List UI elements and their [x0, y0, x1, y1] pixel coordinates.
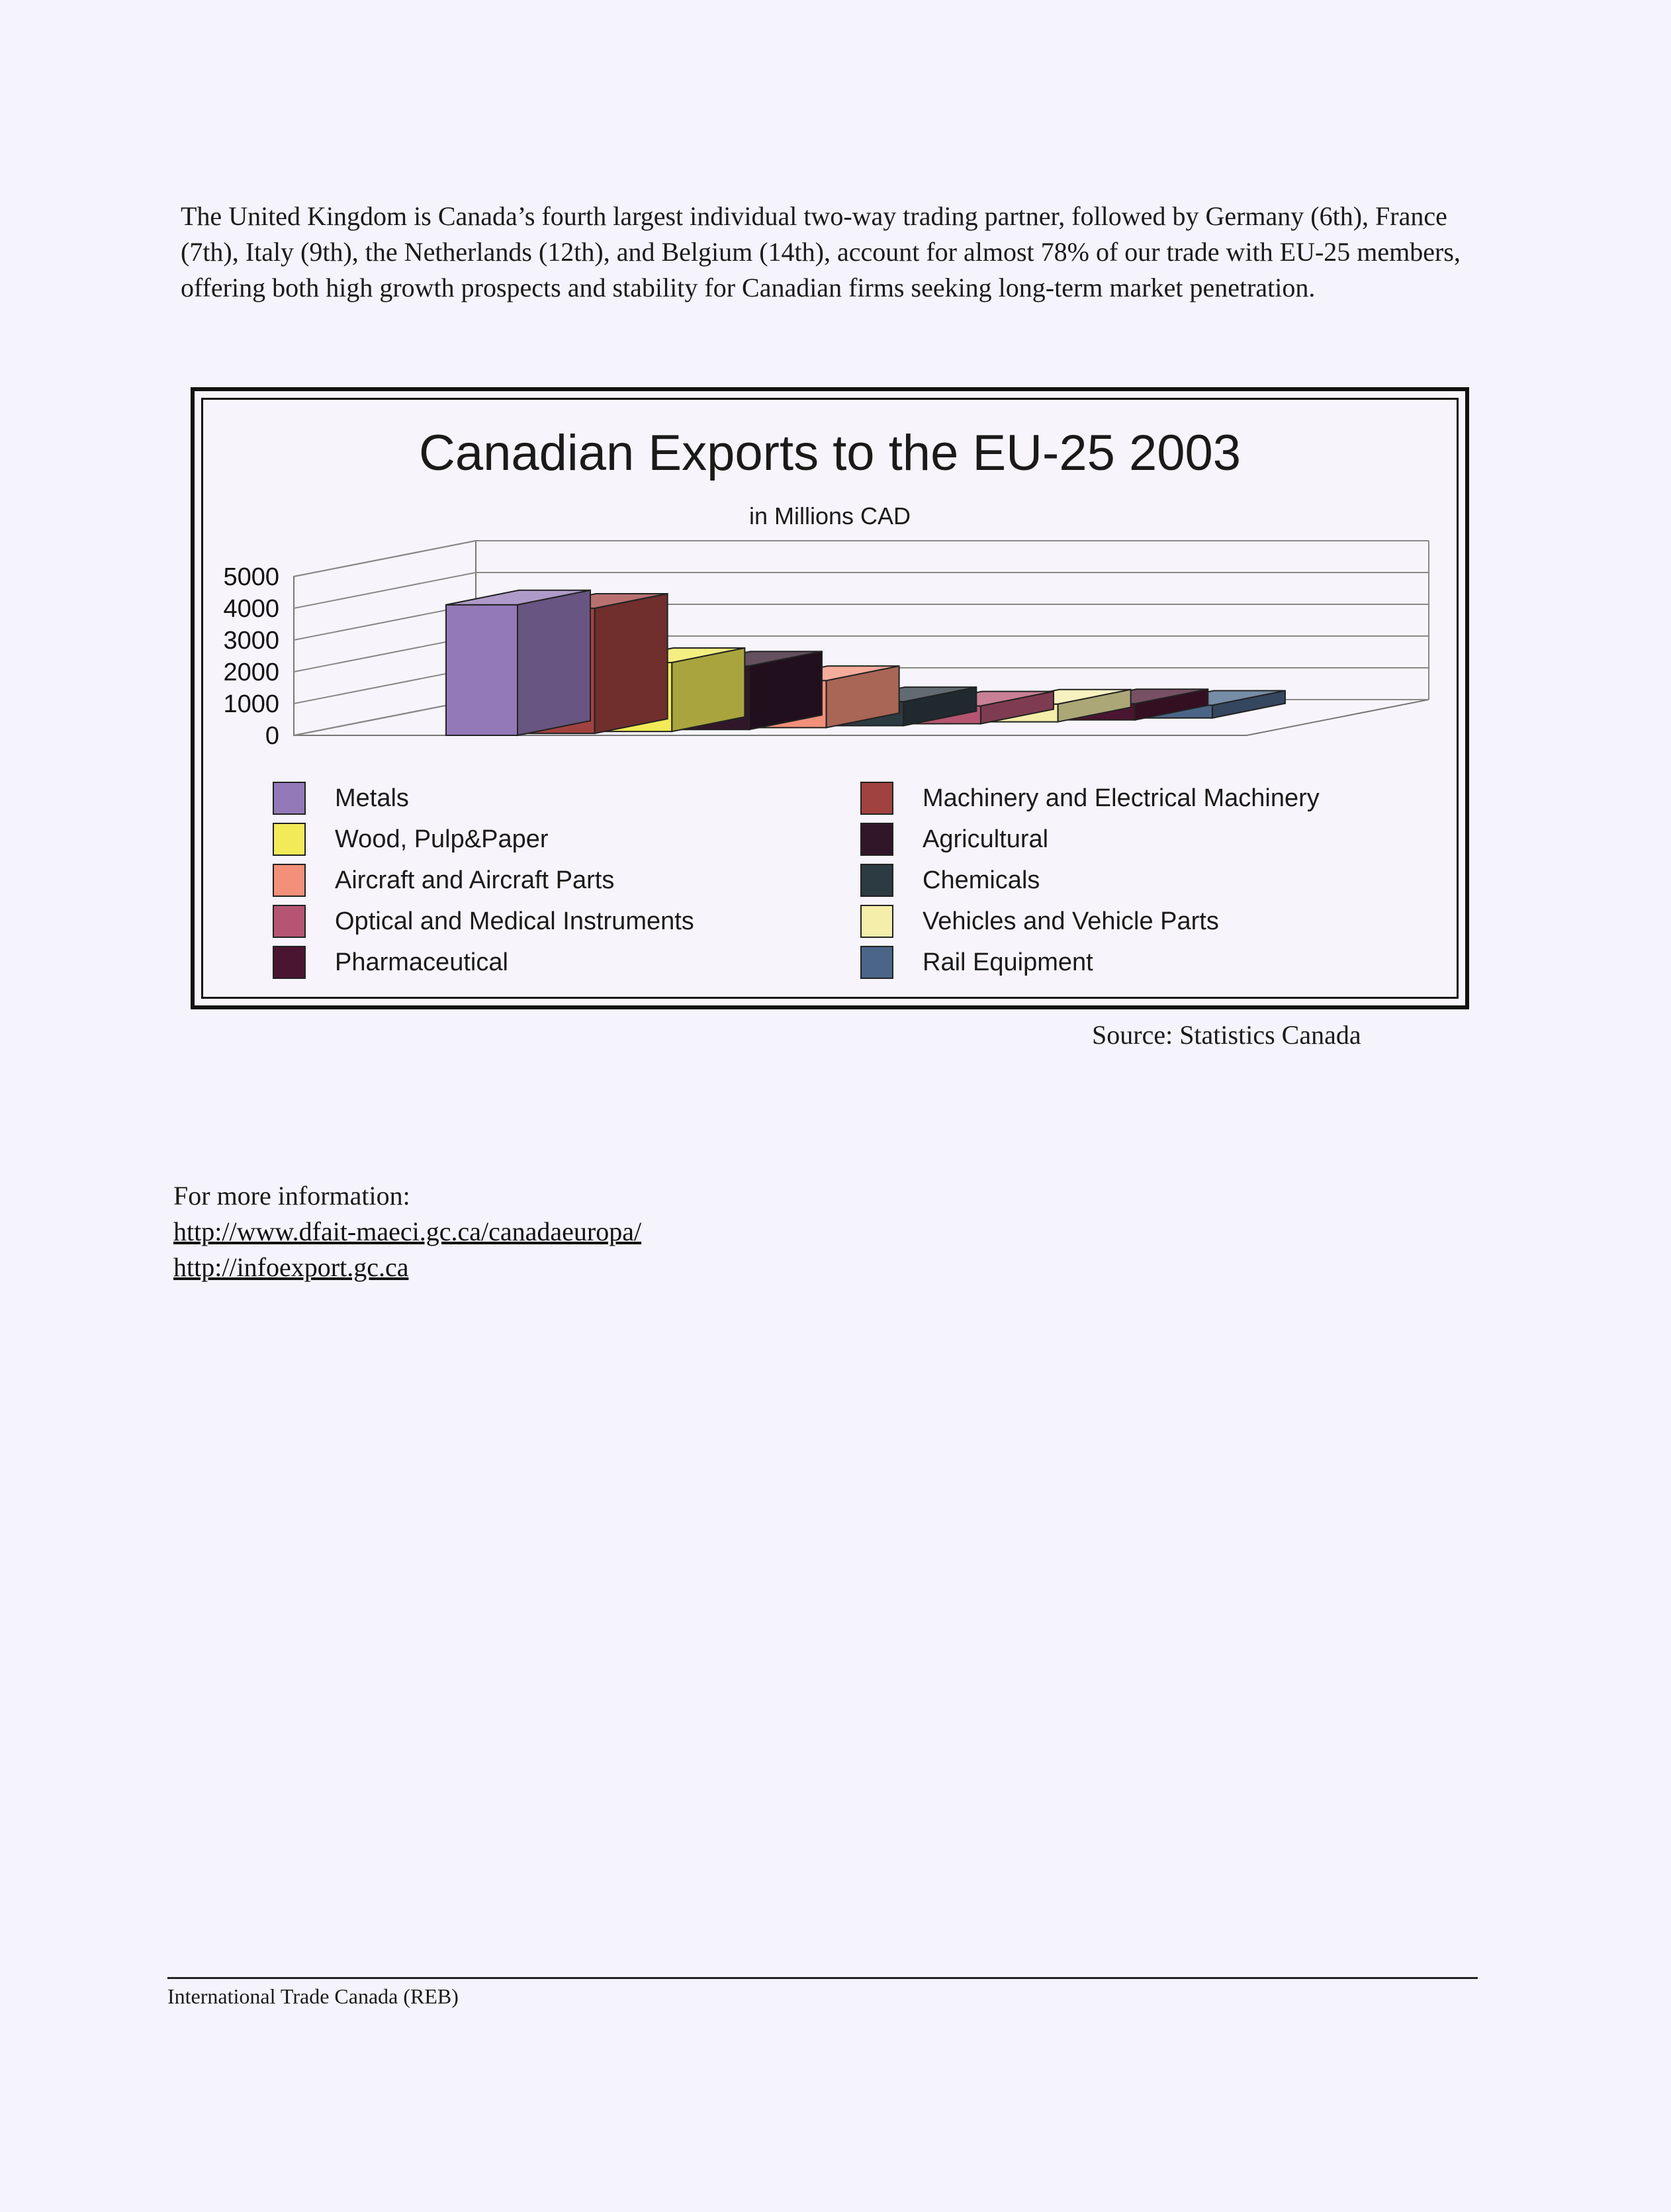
bar-side-face	[749, 651, 822, 729]
source-note: Source: Statistics Canada	[1092, 1020, 1361, 1050]
intro-paragraph: The United Kingdom is Canada’s fourth largest individual two-way trading partner, followed by Germany (6th), France (7th), Italy (9th), the Netherlands (12th), and Belgium (14th), account for almost 78% of our trade with EU-25 members, offering both high growth prospects and stability for Canadian firms seeking long-term market penetration.	[181, 201, 1461, 302]
bar-chart-plot	[195, 391, 1465, 788]
chart-title: Canadian Exports to the EU-25 2003	[418, 425, 1242, 481]
legend-item-left-3	[273, 905, 694, 938]
legend-item-right-1	[860, 823, 1048, 856]
legend-label: Pharmaceutical	[335, 948, 508, 976]
link-canadaeuropa[interactable]: http://www.dfait-maeci.gc.ca/canadaeuropa/	[173, 1217, 642, 1246]
legend-item-left-1	[273, 823, 549, 856]
legend-swatch	[273, 782, 306, 815]
legend-label: Agricultural	[923, 825, 1049, 853]
legend-item-left-2	[273, 864, 614, 897]
legend-label: Machinery and Electrical Machinery	[923, 784, 1320, 812]
legend-swatch	[273, 823, 306, 856]
legend-swatch	[860, 864, 893, 897]
legend-item-right-4	[860, 946, 1093, 979]
legend-label: Aircraft and Aircraft Parts	[335, 866, 615, 894]
legend-item-right-3	[860, 905, 1219, 938]
bar-side-face	[672, 648, 745, 731]
legend-swatch	[273, 864, 306, 897]
y-tick-label: 0	[265, 722, 279, 750]
footer-text: International Trade Canada (REB)	[167, 1984, 459, 2008]
chart-container	[191, 387, 1469, 1009]
y-tick-label: 1000	[223, 690, 279, 718]
gridline	[294, 541, 1429, 576]
legend-swatch	[860, 782, 893, 815]
bar-front-face	[446, 605, 518, 735]
legend-label: Wood, Pulp&Paper	[335, 825, 549, 853]
y-tick-label: 4000	[223, 595, 279, 623]
legend-item-left-0	[273, 782, 409, 815]
legend-label: Rail Equipment	[923, 948, 1093, 976]
footer-rule	[167, 1977, 1478, 1979]
bar-side-face	[595, 594, 668, 733]
legend-swatch	[273, 905, 306, 938]
legend-swatch	[860, 905, 893, 938]
legend-item-right-2	[860, 864, 1040, 897]
bar-0	[446, 590, 590, 735]
link-infoexport[interactable]: http://infoexport.gc.ca	[173, 1252, 409, 1282]
legend-label: Metals	[335, 784, 409, 812]
more-info-label: For more information:	[173, 1181, 410, 1211]
legend-label: Optical and Medical Instruments	[335, 907, 694, 935]
legend-label: Chemicals	[923, 866, 1040, 894]
chart-legend	[195, 782, 1465, 993]
more-info	[173, 1178, 641, 1285]
legend-swatch	[860, 823, 893, 856]
legend-item-right-0	[860, 782, 1320, 815]
y-tick-label: 3000	[223, 627, 279, 655]
y-tick-label: 5000	[223, 563, 279, 591]
y-tick-label: 2000	[223, 659, 279, 686]
bar-side-face	[518, 590, 590, 735]
chart-subtitle: in Millions CAD	[748, 502, 911, 530]
legend-swatch	[273, 946, 306, 979]
legend-swatch	[860, 946, 893, 979]
legend-item-left-4	[273, 946, 508, 979]
legend-label: Vehicles and Vehicle Parts	[923, 907, 1219, 935]
